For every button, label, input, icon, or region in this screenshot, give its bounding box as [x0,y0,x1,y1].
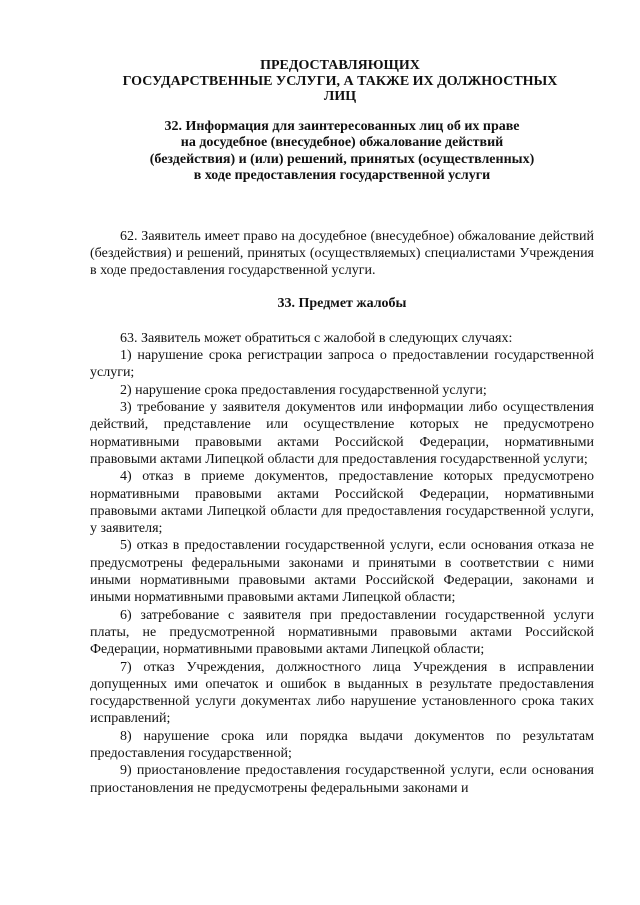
list-item: 9) приостановление предоставления государственной услуги, если основания приостановления не предусмотрены федеральными законами и [90,763,594,796]
heading-line: ПРЕДОСТАВЛЯЮЩИХ [260,58,420,73]
list-item: 7) отказ Учреждения, должностного лица Учреждения в исправлении допущенных ими опечаток и ошибок в выданных в результате предоставления государственной услуги документах либо нарушение установленного срока таких исправлений; [90,659,594,727]
heading-line: ЛИЦ [323,89,357,104]
list-item: 6) затребование с заявителя при предоставлении государственной услуги платы, не предусмотренной нормативными правовыми актами Российской Федерации, нормативными правовыми актами Липецкой области; [90,607,594,658]
list-item: 8) нарушение срока или порядка выдачи документов по результатам предоставления государственной; [90,728,594,762]
list-item: 3) требование у заявителя документов или информации либо осуществления действий, представление или осуществление которых не предусмотрено нормативными правовыми актами Российской Федерации, нормативными правовыми актами Липецкой области для предоставления государственной услуги; [90,400,594,467]
section-title-line: (бездействия) и (или) решений, принятых (осуществленных) [149,151,535,167]
list-item: 2) нарушение срока предоставления государственной услуги; [120,382,487,398]
section-title-line: на досудебное (внесудебное) обжалование действий [180,135,504,150]
paragraph-63-intro: 63. Заявитель может обратиться с жалобой в следующих случаях: [120,330,513,346]
list-item: 1) нарушение срока регистрации запроса о предоставлении государственной услуги; [90,348,594,381]
section-33-title: 33. Предмет жалобы [277,296,407,312]
section-title-line: 32. Информация для заинтересованных лиц об их праве [164,118,520,134]
section-32-title [90,119,594,185]
document-heading [80,58,600,105]
section-title-line: в ходе предоставления государственной услуги [193,168,491,183]
document-page [90,58,594,797]
list-item: 5) отказ в предоставлении государственной услуги, если основания отказа не предусмотрены федеральными законами и принятыми в соответствии с ними иными нормативными правовыми актами Российской Федерации, законами и иными нормативными правовыми актами Липецкой области; [90,538,594,606]
heading-line: ГОСУДАРСТВЕННЫЕ УСЛУГИ, А ТАКЖЕ ИХ ДОЛЖНОСТНЫХ [122,73,558,89]
paragraph-62: 62. Заявитель имеет право на досудебное (внесудебное) обжалование действий (бездействия) и решений, принятых (осуществляемых) специалистами Учреждения в ходе предоставления государственной услуги. [90,228,594,279]
list-item: 4) отказ в приеме документов, предоставление которых предусмотрено нормативными правовыми актами Российской Федерации, нормативными правовыми актами Липецкой области для предоставления государственной услуги, у заявителя; [90,469,594,537]
